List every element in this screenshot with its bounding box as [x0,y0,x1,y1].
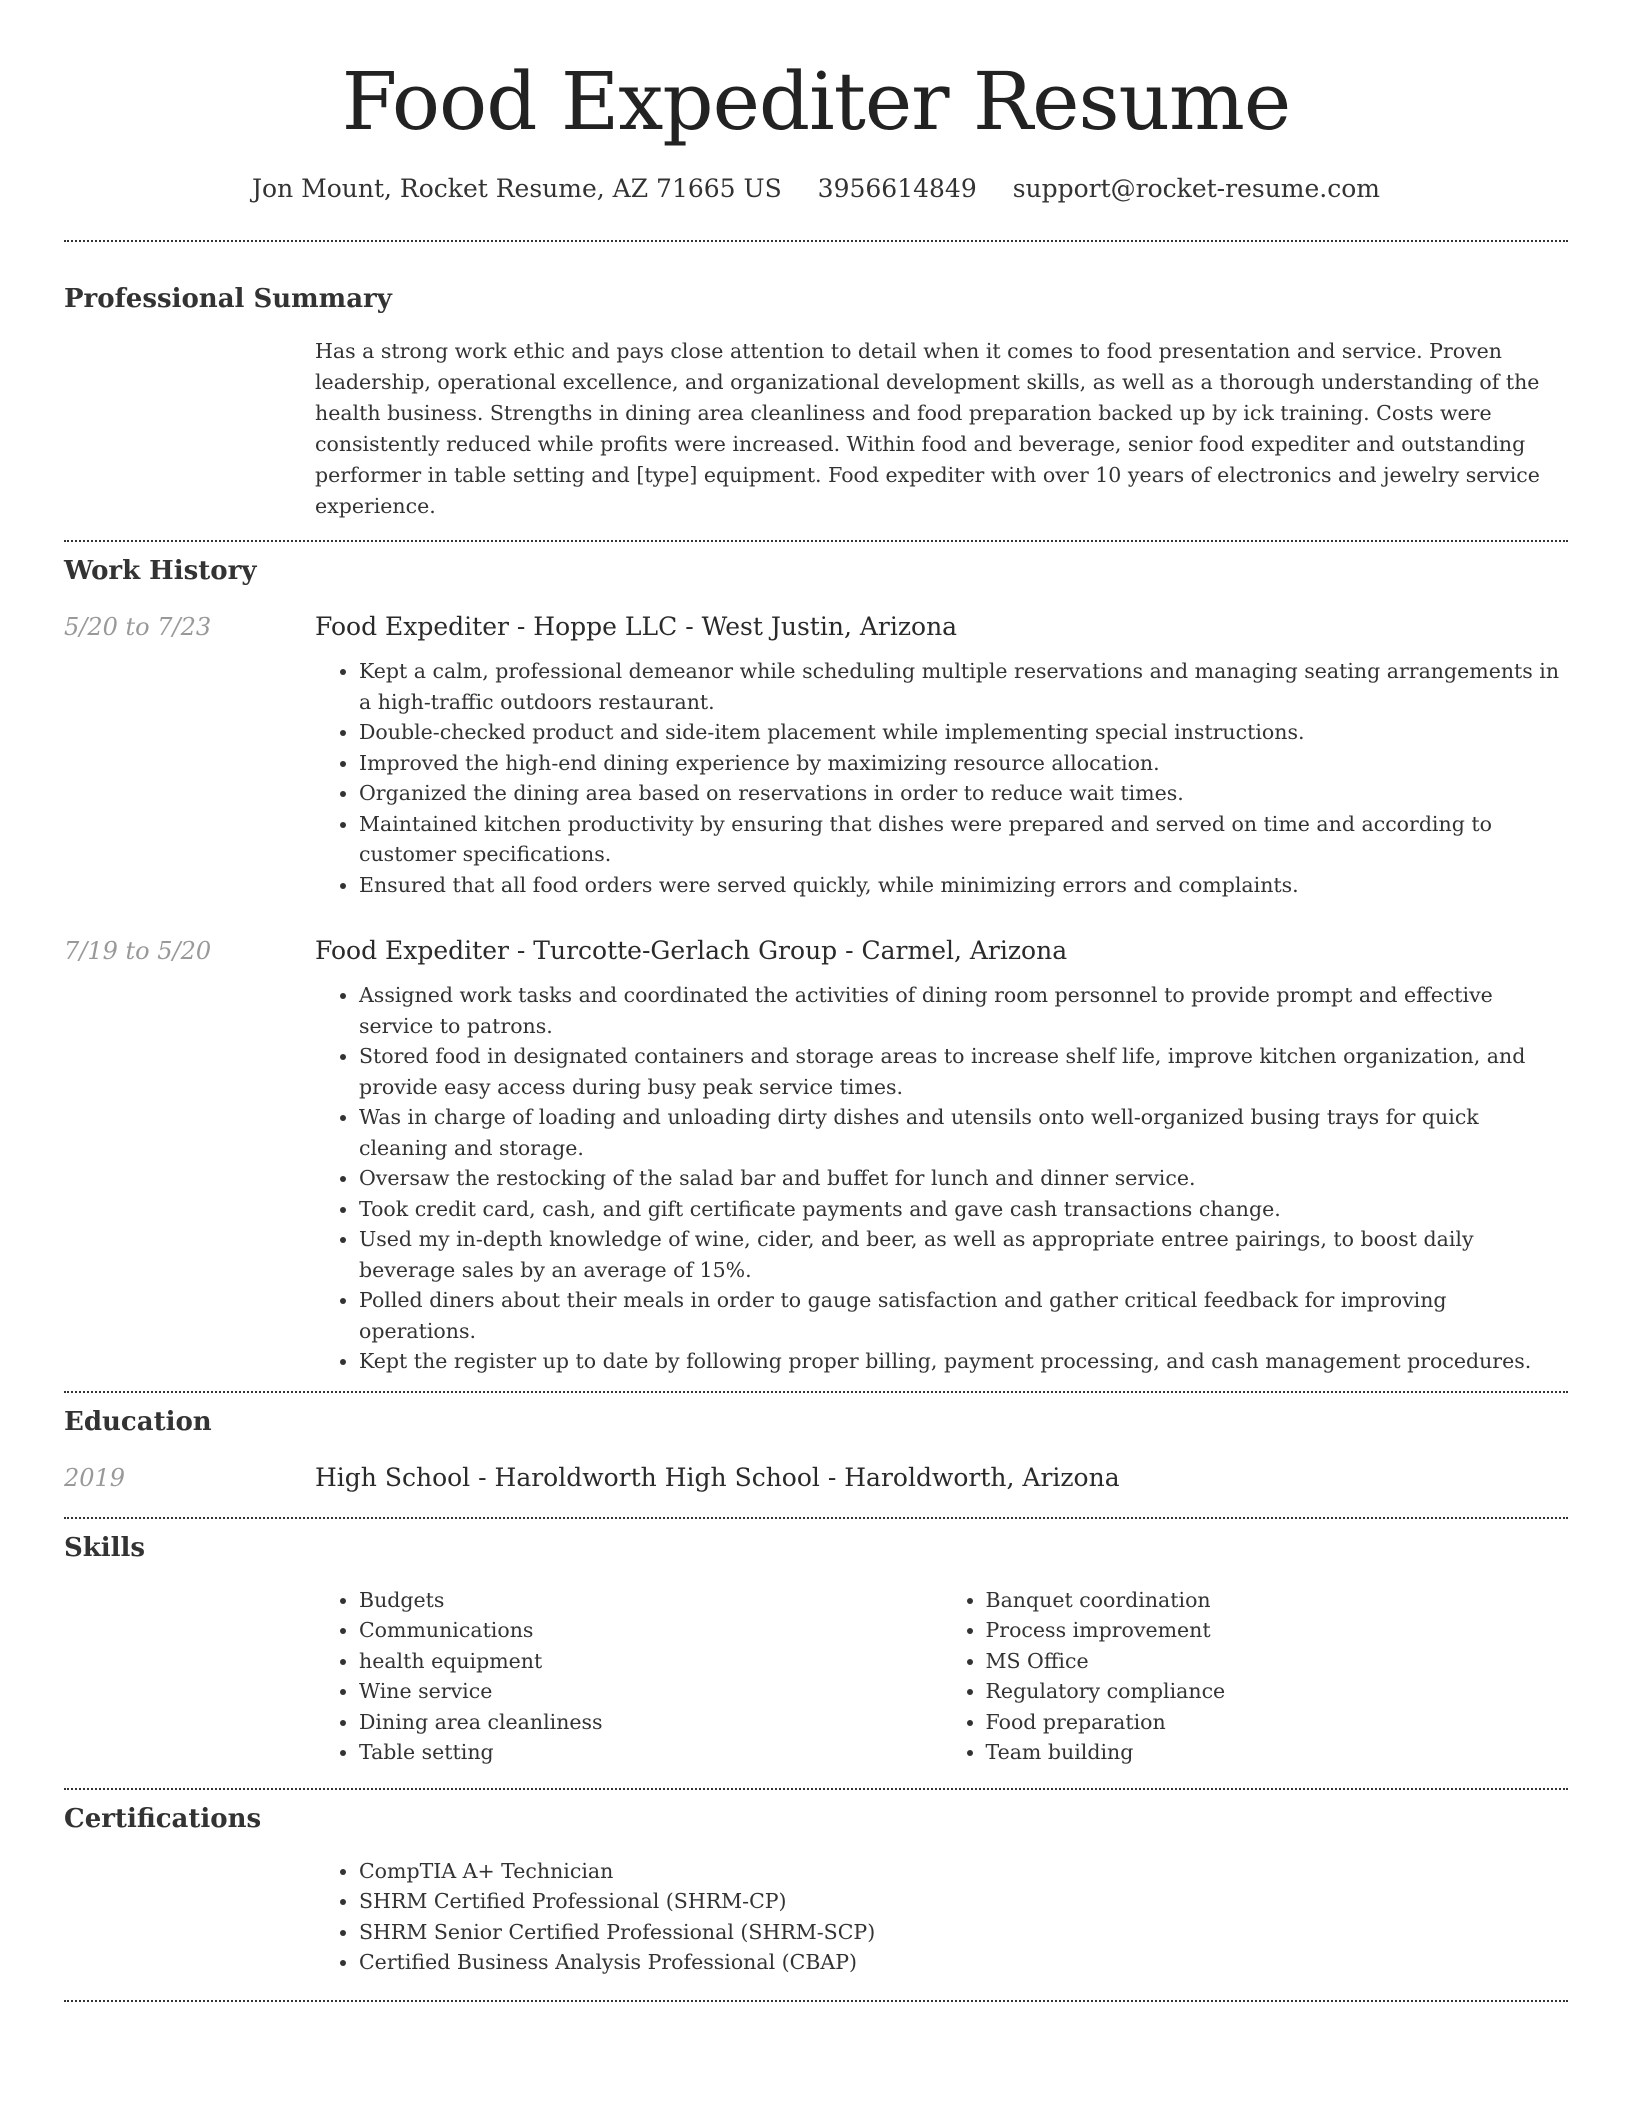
certifications-section [64,1790,1568,2000]
contact-email: support@rocket-resume.com [1012,174,1380,203]
list-item: • Banquet coordination [986,1585,1569,1616]
contact-address: Jon Mount, Rocket Resume, AZ 71665 US [252,174,782,203]
list-item: • Team building [986,1737,1569,1768]
list-item: • Communications [359,1615,942,1646]
list-item: • Oversaw the restocking of the salad bar and buffet for lunch and dinner service. [359,1163,1568,1194]
section-title-work: Work History [64,556,257,586]
resume-title: Food Expediter Resume [341,55,1291,148]
list-item: • Maintained kitchen productivity by ensuring that dishes were prepared and served on time and according to customer specifications. [359,809,1568,870]
list-item: • Assigned work tasks and coordinated the activities of dining room personnel to provide prompt and effective service to patrons. [359,980,1568,1041]
summary-text: Has a strong work ethic and pays close attention to detail when it comes to food presentation and service. Proven leadership, operational excellence, and organizational development skills, as well as a thorough understanding of the health business. Strengths in dining area cleanliness and food preparation backed up by ick training. Costs were consistently reduced while profits were increased. Within food and beverage, senior food expediter and outstanding performer in table setting and [type] equipment. Food expediter with over 10 years of electronics and jewelry service experience. [315,339,1540,518]
list-item: • Stored food in designated containers and storage areas to increase shelf life, improve kitchen organization, and provide easy access during busy peak service times. [359,1041,1568,1102]
list-item: • Was in charge of loading and unloading dirty dishes and utensils onto well-organized busing trays for quick cleaning and storage. [359,1102,1568,1163]
list-item: • SHRM Senior Certified Professional (SHRM-SCP) [359,1917,1568,1948]
list-item: • Used my in-depth knowledge of wine, cider, and beer, as well as appropriate entree pairings, to boost daily beverage sales by an average of 15%. [359,1224,1568,1285]
job-heading: Food Expediter - Turcotte-Gerlach Group - Carmel, Arizona [315,936,1068,965]
divider [64,2000,1568,2002]
list-item: • Ensured that all food orders were served quickly, while minimizing errors and complaints. [359,870,1568,901]
job-bullets [315,980,1568,1377]
education-year: 2019 [64,1463,126,1492]
list-item: • CompTIA A+ Technician [359,1856,1568,1887]
contact-phone: 3956614849 [817,174,977,203]
list-item: • Kept a calm, professional demeanor while scheduling multiple reservations and managing seating arrangements in a high-traffic outdoors restaurant. [359,656,1568,717]
list-item: • Certified Business Analysis Professional (CBAP) [359,1947,1568,1978]
job-entry [64,934,1568,1377]
list-item: • MS Office [986,1646,1569,1677]
list-item: • Organized the dining area based on reservations in order to reduce wait times. [359,778,1568,809]
section-title-skills: Skills [64,1532,146,1563]
list-item: • SHRM Certified Professional (SHRM-CP) [359,1886,1568,1917]
list-item: • Budgets [359,1585,942,1616]
list-item: • health equipment [359,1646,942,1677]
list-item: • Process improvement [986,1615,1569,1646]
skills-list-left [315,1585,942,1768]
job-dates: 7/19 to 5/20 [64,937,212,965]
summary-section [64,242,1568,540]
certifications-list [315,1856,1568,1978]
list-item: • Kept the register up to date by following proper billing, payment processing, and cash management procedures. [359,1346,1568,1377]
job-heading: Food Expediter - Hoppe LLC - West Justin, Arizona [315,612,958,641]
list-item: • Polled diners about their meals in order to gauge satisfaction and gather critical feedback for improving operations. [359,1285,1568,1346]
contact-line [64,172,1568,206]
resume-page [64,0,1568,2002]
job-dates: 5/20 to 7/23 [64,613,212,641]
section-title-certifications: Certifications [64,1803,262,1834]
list-item: • Dining area cleanliness [359,1707,942,1738]
education-entry: High School - Haroldworth High School - Haroldworth, Arizona [315,1462,1120,1492]
list-item: • Took credit card, cash, and gift certificate payments and gave cash transactions change. [359,1194,1568,1225]
job-entry [64,610,1568,900]
list-item: • Regulatory compliance [986,1676,1569,1707]
list-item: • Double-checked product and side-item placement while implementing special instructions. [359,717,1568,748]
section-title-summary: Professional Summary [64,284,392,314]
list-item: • Wine service [359,1676,942,1707]
education-section [64,1393,1568,1517]
list-item: • Food preparation [986,1707,1569,1738]
list-item: • Improved the high-end dining experience by maximizing resource allocation. [359,748,1568,779]
work-section [64,542,1568,1391]
job-bullets [315,656,1568,900]
list-item: • Table setting [359,1737,942,1768]
skills-list-right [942,1585,1569,1768]
section-title-education: Education [64,1406,212,1437]
skills-section [64,1519,1568,1788]
